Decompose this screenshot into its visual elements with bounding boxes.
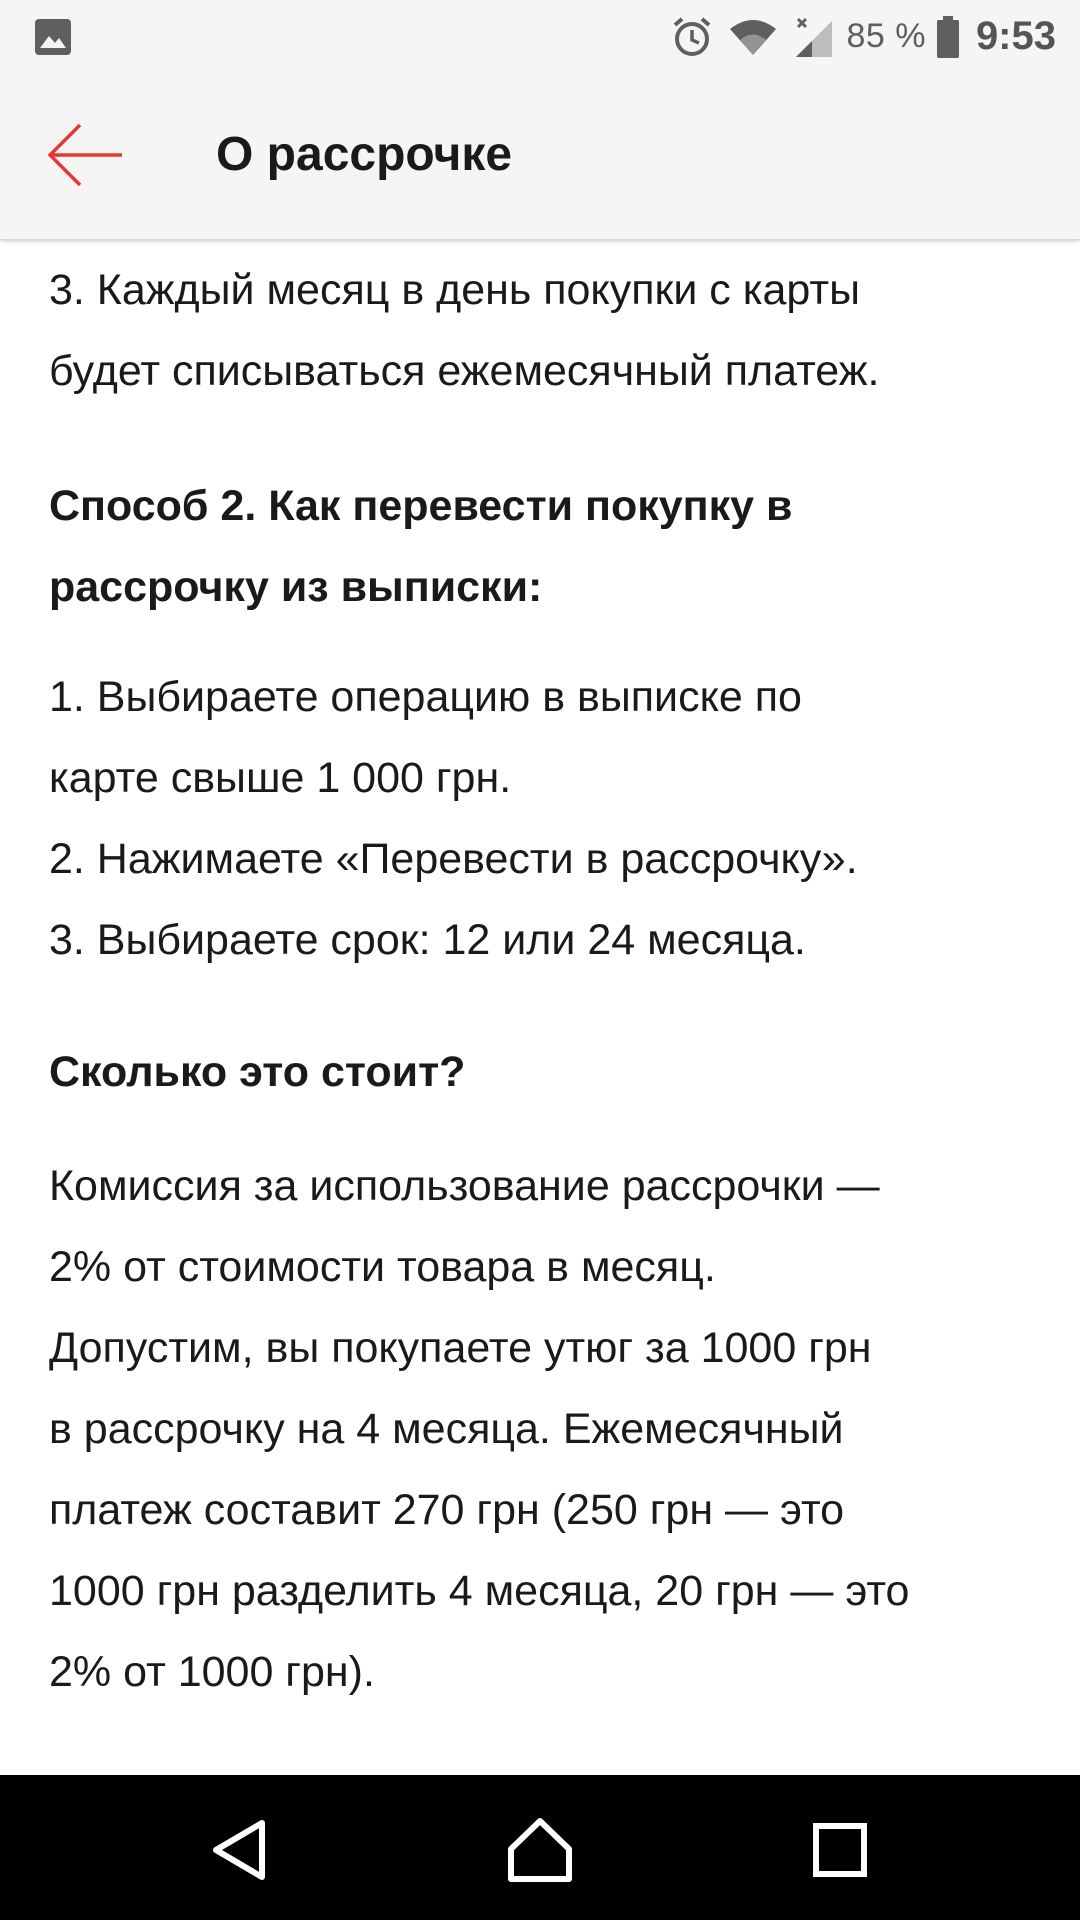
signal-icon (792, 15, 836, 59)
method2-heading-line1: Способ 2. Как перевести покупку в (49, 482, 793, 530)
home-icon (505, 1872, 575, 1889)
status-bar (0, 0, 1080, 73)
clock: 9:53 (975, 14, 1056, 58)
method2-step3: 3. Выбираете срок: 12 или 24 месяца. (49, 916, 806, 964)
article-scroll-area[interactable] (0, 239, 1080, 1775)
battery-icon (936, 15, 960, 59)
nav-back-button[interactable] (206, 1815, 276, 1885)
page-title: О рассрочке (216, 128, 513, 181)
back-triangle-icon (206, 1872, 276, 1889)
method1-step3-line2: будет списываться ежемесячный платеж. (49, 347, 880, 395)
back-button[interactable] (44, 115, 128, 195)
method2-step2: 2. Нажимаете «Перевести в рассрочку». (49, 835, 858, 883)
nav-recents-button[interactable] (805, 1815, 875, 1885)
battery-percent: 85 % (846, 17, 926, 55)
method2-heading-line2: рассрочку из выписки: (49, 563, 543, 611)
arrow-left-icon (44, 182, 128, 199)
cost-text-line6: 1000 грн разделить 4 месяца, 20 грн — это (49, 1567, 910, 1615)
nav-home-button[interactable] (505, 1815, 575, 1885)
system-nav-bar (0, 1775, 1080, 1920)
cost-text-line3: Допустим, вы покупаете утюг за 1000 грн (49, 1324, 872, 1372)
cost-text-line7: 2% от 1000 грн). (49, 1648, 375, 1696)
article-body (49, 169, 1039, 1713)
method2-step1-line2: карте свыше 1 000 грн. (49, 754, 512, 802)
cost-text-line2: 2% от стоимости товара в месяц. (49, 1243, 716, 1291)
recents-icon (805, 1872, 875, 1889)
cost-text-line5: платеж составит 270 грн (250 грн — это (49, 1486, 845, 1534)
wifi-icon (728, 17, 778, 57)
alarm-icon (670, 15, 714, 59)
method2-step1-line1: 1. Выбираете операцию в выписке по (49, 673, 802, 721)
method1-step3-line1: 3. Каждый месяц в день покупки с карты (49, 266, 860, 314)
cost-heading: Сколько это стоит? (49, 1048, 466, 1096)
app-toolbar (0, 73, 1080, 239)
cost-text-line4: в рассрочку на 4 месяца. Ежемесячный (49, 1405, 844, 1453)
cost-text-line1: Комиссия за использование рассрочки — (49, 1162, 880, 1210)
gallery-icon (34, 18, 72, 56)
